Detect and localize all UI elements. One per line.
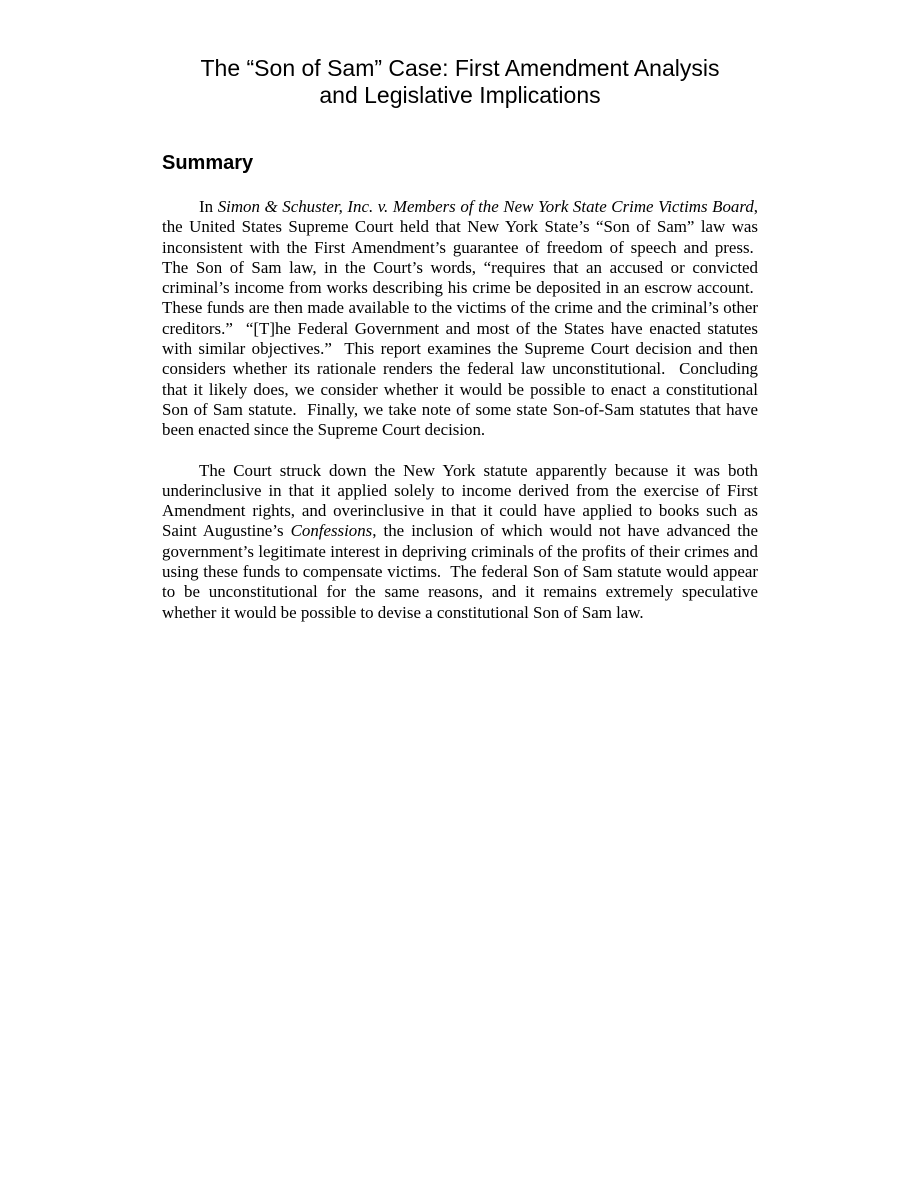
summary-paragraph-1 [162, 197, 758, 441]
section-heading-summary: Summary [162, 152, 254, 174]
summary-paragraph-2 [162, 461, 758, 623]
paragraph-1-body: , the United States Supreme Court held that New York State’s “Son of Sam” law was inconsistent with the First Amendment’s guarantee of freedom of speech and press. The Son of Sam law, in the Court’s words, “requires that an accused or convicted criminal’s income from works describing his crime be deposited in an escrow account. These funds are then made available to the victims of the crime and the criminal’s other creditors.” “[T]he Federal Government and most of the States have enacted statutes with similar objectives.” This report examines the Supreme Court decision and then considers whether its rationale renders the federal law unconstitutional. Concluding that it likely does, we consider whether it would be possible to enact a constitutional Son of Sam statute. Finally, we take note of some state Son-of-Sam statutes that have been enacted since the Supreme Court decision. [162, 197, 758, 440]
paragraph-2-intro: The Court struck down the New York statute apparently because it was both underinclusive in that it applied solely to income derived from the exercise of First Amendment rights, and overinclusive in that it could have applied to books such as Saint Augustine’s [162, 460, 758, 541]
title-line-2: and Legislative Implications [319, 82, 601, 108]
document-page [162, 55, 758, 623]
document-title [162, 55, 758, 109]
book-title: Confessions [290, 521, 373, 541]
paragraph-1-intro: In [199, 197, 218, 216]
paragraph-2-body: , the inclusion of which would not have advanced the government’s legitimate interest in depriving criminals of the profits of their crimes and using these funds to compensate victims. The federal Son of Sam statute would appear to be unconstitutional for the same reasons, and it remains extremely speculative whether it would be possible to devise a constitutional Son of Sam law. [162, 521, 758, 622]
title-line-1: The “Son of Sam” Case: First Amendment Analysis [200, 55, 720, 81]
case-name: Simon & Schuster, Inc. v. Members of the New York State Crime Victims Board [217, 197, 754, 216]
